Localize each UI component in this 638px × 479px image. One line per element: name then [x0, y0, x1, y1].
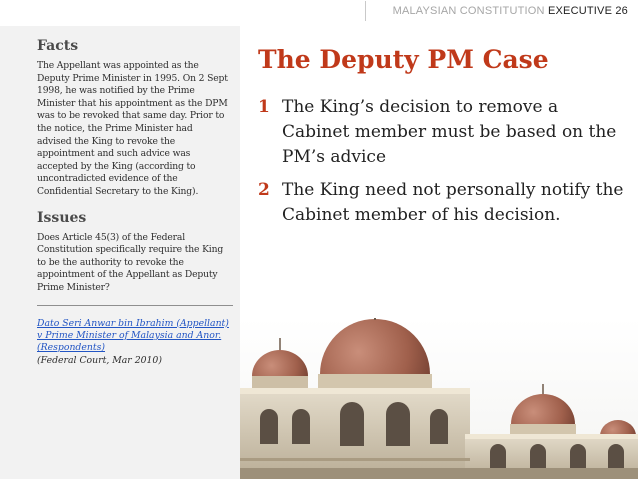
sidebar-content [37, 38, 229, 367]
key-points-list [258, 95, 630, 236]
key-point-number: 2 [258, 180, 270, 200]
slide-title: The Deputy PM Case [258, 45, 549, 74]
sidebar-divider [37, 305, 233, 306]
header-breadcrumb [393, 5, 628, 17]
key-point [258, 178, 630, 228]
facts-heading: Facts [37, 38, 79, 54]
palace-of-justice-photo [240, 318, 638, 479]
key-point-text: The King need not personally notify the Cabinet member of his decision. [282, 180, 624, 225]
sidebar-panel [0, 26, 240, 479]
key-point-number: 1 [258, 97, 270, 117]
facts-text: The Appellant was appointed as the Deputy Prime Minister in 1995. On 2 Sept 1998, he was notified by the Prime Minister that his appointment as the DPM was to be revoked that same day. Prior to the notice, the Prime Minister had advised the King to revoke the appointment and such advice was accepted by the King (according to uncontradicted evidence of the Confidential Secretary to the King). [37, 60, 228, 197]
case-citation-link[interactable]: Dato Seri Anwar bin Ibrahim (Appellant) v Prime Minister of Malaysia and Anor. (Respondents) [37, 317, 229, 354]
key-point-text: The King’s decision to remove a Cabinet member must be based on the PM’s advice [282, 97, 617, 167]
issues-heading: Issues [37, 209, 87, 226]
key-point [258, 95, 630, 170]
building-illustration [240, 318, 638, 479]
header-divider [365, 1, 366, 21]
issues-text: Does Article 45(3) of the Federal Constitution specifically require the King to be the authority to revoke the appointment of the Appellant as Deputy Prime Minister? [37, 231, 224, 293]
case-court-date: (Federal Court, Mar 2010) [37, 354, 162, 366]
header-subsection: EXECUTIVE 26 [547, 5, 628, 17]
slide-header [0, 0, 638, 26]
header-section: MALAYSIAN CONSTITUTION [392, 5, 545, 17]
